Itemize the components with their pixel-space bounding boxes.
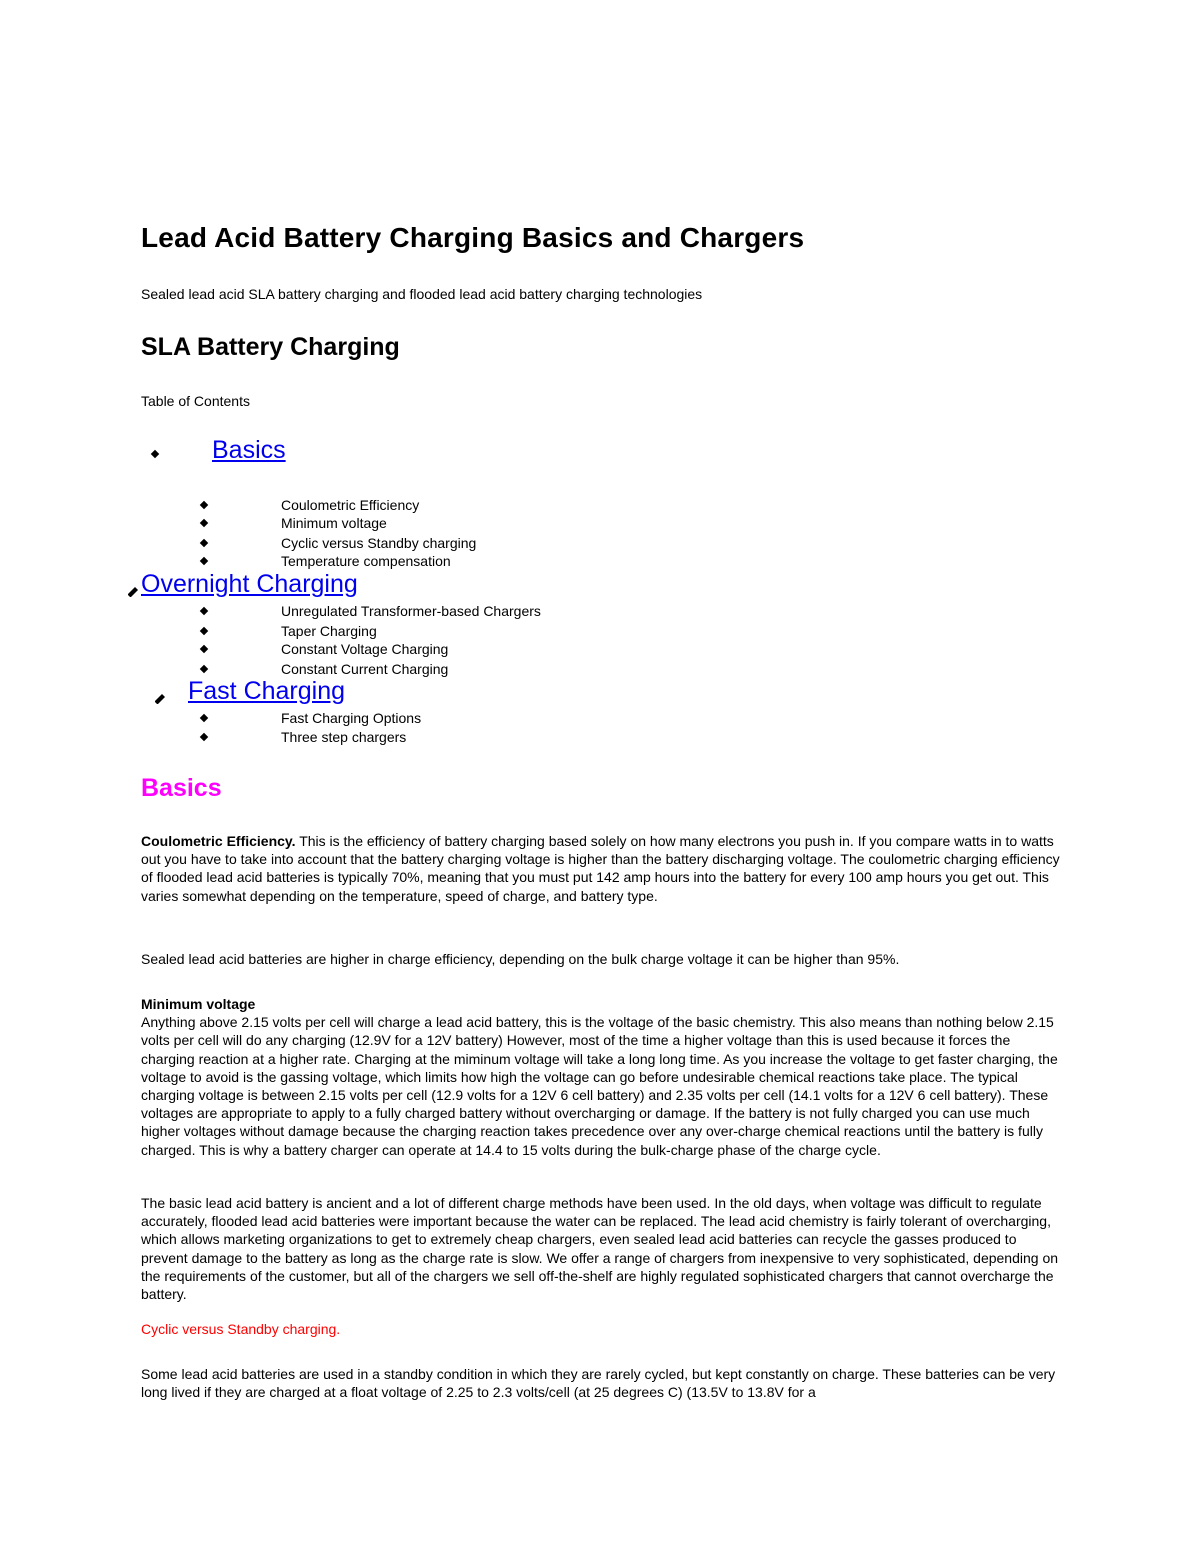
toc-item-coulometric[interactable]: Coulometric Efficiency (281, 497, 420, 513)
diamond-bullet-icon (200, 665, 208, 673)
diamond-bullet-icon (200, 627, 208, 635)
document-subtitle: Sealed lead acid SLA battery charging and flooded lead acid battery charging technologies (141, 286, 703, 302)
section-heading: SLA Battery Charging (141, 333, 400, 361)
toc-label: Table of Contents (141, 393, 250, 409)
coulometric-paragraph (141, 832, 1061, 905)
diamond-bullet-icon (200, 714, 208, 722)
minimum-voltage-paragraph (141, 995, 1061, 1159)
minimum-voltage-lead: Minimum voltage (141, 996, 256, 1012)
diamond-bullet-icon (200, 539, 208, 547)
sealed-note-paragraph: Sealed lead acid batteries are higher in charge efficiency, depending on the bulk charge voltage it can be higher than 95%. (141, 951, 900, 967)
basics-heading: Basics (141, 774, 222, 802)
history-paragraph: The basic lead acid battery is ancient and a lot of different charge methods have been used. In the old days, when voltage was difficult to regulate accurately, flooded lead acid batteries were important because the water can be replaced. The lead acid chemistry is fairly tolerant of overcharging, which allows marketing organizations to get to extremely cheap chargers, even sealed lead acid batteries can recycle the gasses produced to prevent damage to the battery as long as the charge rate is slow. We offer a range of chargers from inexpensive to very sophisticated, depending on the requirements of the customer, but all of the chargers we sell off-the-shelf are highly regulated sophisticated chargers that cannot overcharge the battery. (141, 1195, 1059, 1303)
toc-item-fast-options[interactable]: Fast Charging Options (281, 710, 422, 726)
document-title: Lead Acid Battery Charging Basics and Chargers (141, 222, 805, 253)
diamond-bullet-icon (200, 607, 208, 615)
toc-item-minimum-voltage[interactable]: Minimum voltage (281, 515, 387, 531)
toc-link-fast-charging[interactable]: Fast Charging (188, 677, 346, 705)
diamond-bullet-icon (200, 733, 208, 741)
toc-item-constant-current[interactable]: Constant Current Charging (281, 661, 449, 677)
toc-item-taper[interactable]: Taper Charging (281, 623, 377, 639)
diamond-bullet-icon (200, 501, 208, 509)
coulometric-lead: Coulometric Efficiency. (141, 833, 296, 849)
toc-item-temperature[interactable]: Temperature compensation (281, 553, 451, 569)
standby-paragraph: Some lead acid batteries are used in a standby condition in which they are rarely cycled, but kept constantly on charge. These batteries can be very long lived if they are charged at a float voltage of 2.25 to 2.3 volts/cell (at 25 degrees C) (13.5V to 13.8V for a (141, 1366, 1056, 1401)
diamond-bullet-icon (200, 519, 208, 527)
cyclic-heading: Cyclic versus Standby charging. (141, 1321, 341, 1337)
toc-link-basics[interactable]: Basics (212, 436, 286, 464)
pencil-bullet-icon (127, 586, 139, 598)
toc-item-three-step[interactable]: Three step chargers (281, 729, 407, 745)
coulometric-text: This is the efficiency of battery charging based solely on how many electrons you push in. If you compare watts in to watts out you have to take into account that the battery charging voltage is higher than the battery discharging voltage. The coulometric charging efficiency of flooded lead acid batteries is typically 70%, meaning that you must put 142 amp hours into the battery for every 100 amp hours you get out. This varies somewhat depending on the temperature, speed of charge, and battery type. (141, 833, 1060, 904)
toc-item-cyclic[interactable]: Cyclic versus Standby charging (281, 535, 477, 551)
diamond-bullet-icon (200, 645, 208, 653)
diamond-bullet-icon (151, 450, 159, 458)
minimum-voltage-text: Anything above 2.15 volts per cell will charge a lead acid battery, this is the voltage of the basic chemistry. This also means than nothing below 2.15 volts per cell will do any charging (12.9V for a 12V battery) However, most of the time a higher voltage than this is used because it forces the charging reaction at a higher rate. Charging at the miminum voltage will take a long long time. As you increase the voltage to get faster charging, the voltage to avoid is the gassing voltage, which limits how high the voltage can go before undesirable chemical reactions take place. The typical charging voltage is between 2.15 volts per cell (12.9 volts for a 12V 6 cell battery) and 2.35 volts per cell (14.1 volts for a 12V 6 cell battery). These voltages are appropriate to apply to a fully charged battery without overcharging or damage. If the battery is not fully charged you can use much higher voltages without damage because the charging reaction takes precedence over any over-charge chemical reactions until the battery is fully charged. This is why a battery charger can operate at 14.4 to 15 volts during the bulk-charge phase of the charge cycle. (141, 1014, 1058, 1158)
diamond-bullet-icon (200, 557, 208, 565)
toc-item-unregulated[interactable]: Unregulated Transformer-based Chargers (281, 603, 541, 619)
toc-link-overnight-charging[interactable]: Overnight Charging (141, 570, 358, 598)
toc-item-constant-voltage[interactable]: Constant Voltage Charging (281, 641, 449, 657)
pencil-bullet-icon (154, 693, 166, 705)
